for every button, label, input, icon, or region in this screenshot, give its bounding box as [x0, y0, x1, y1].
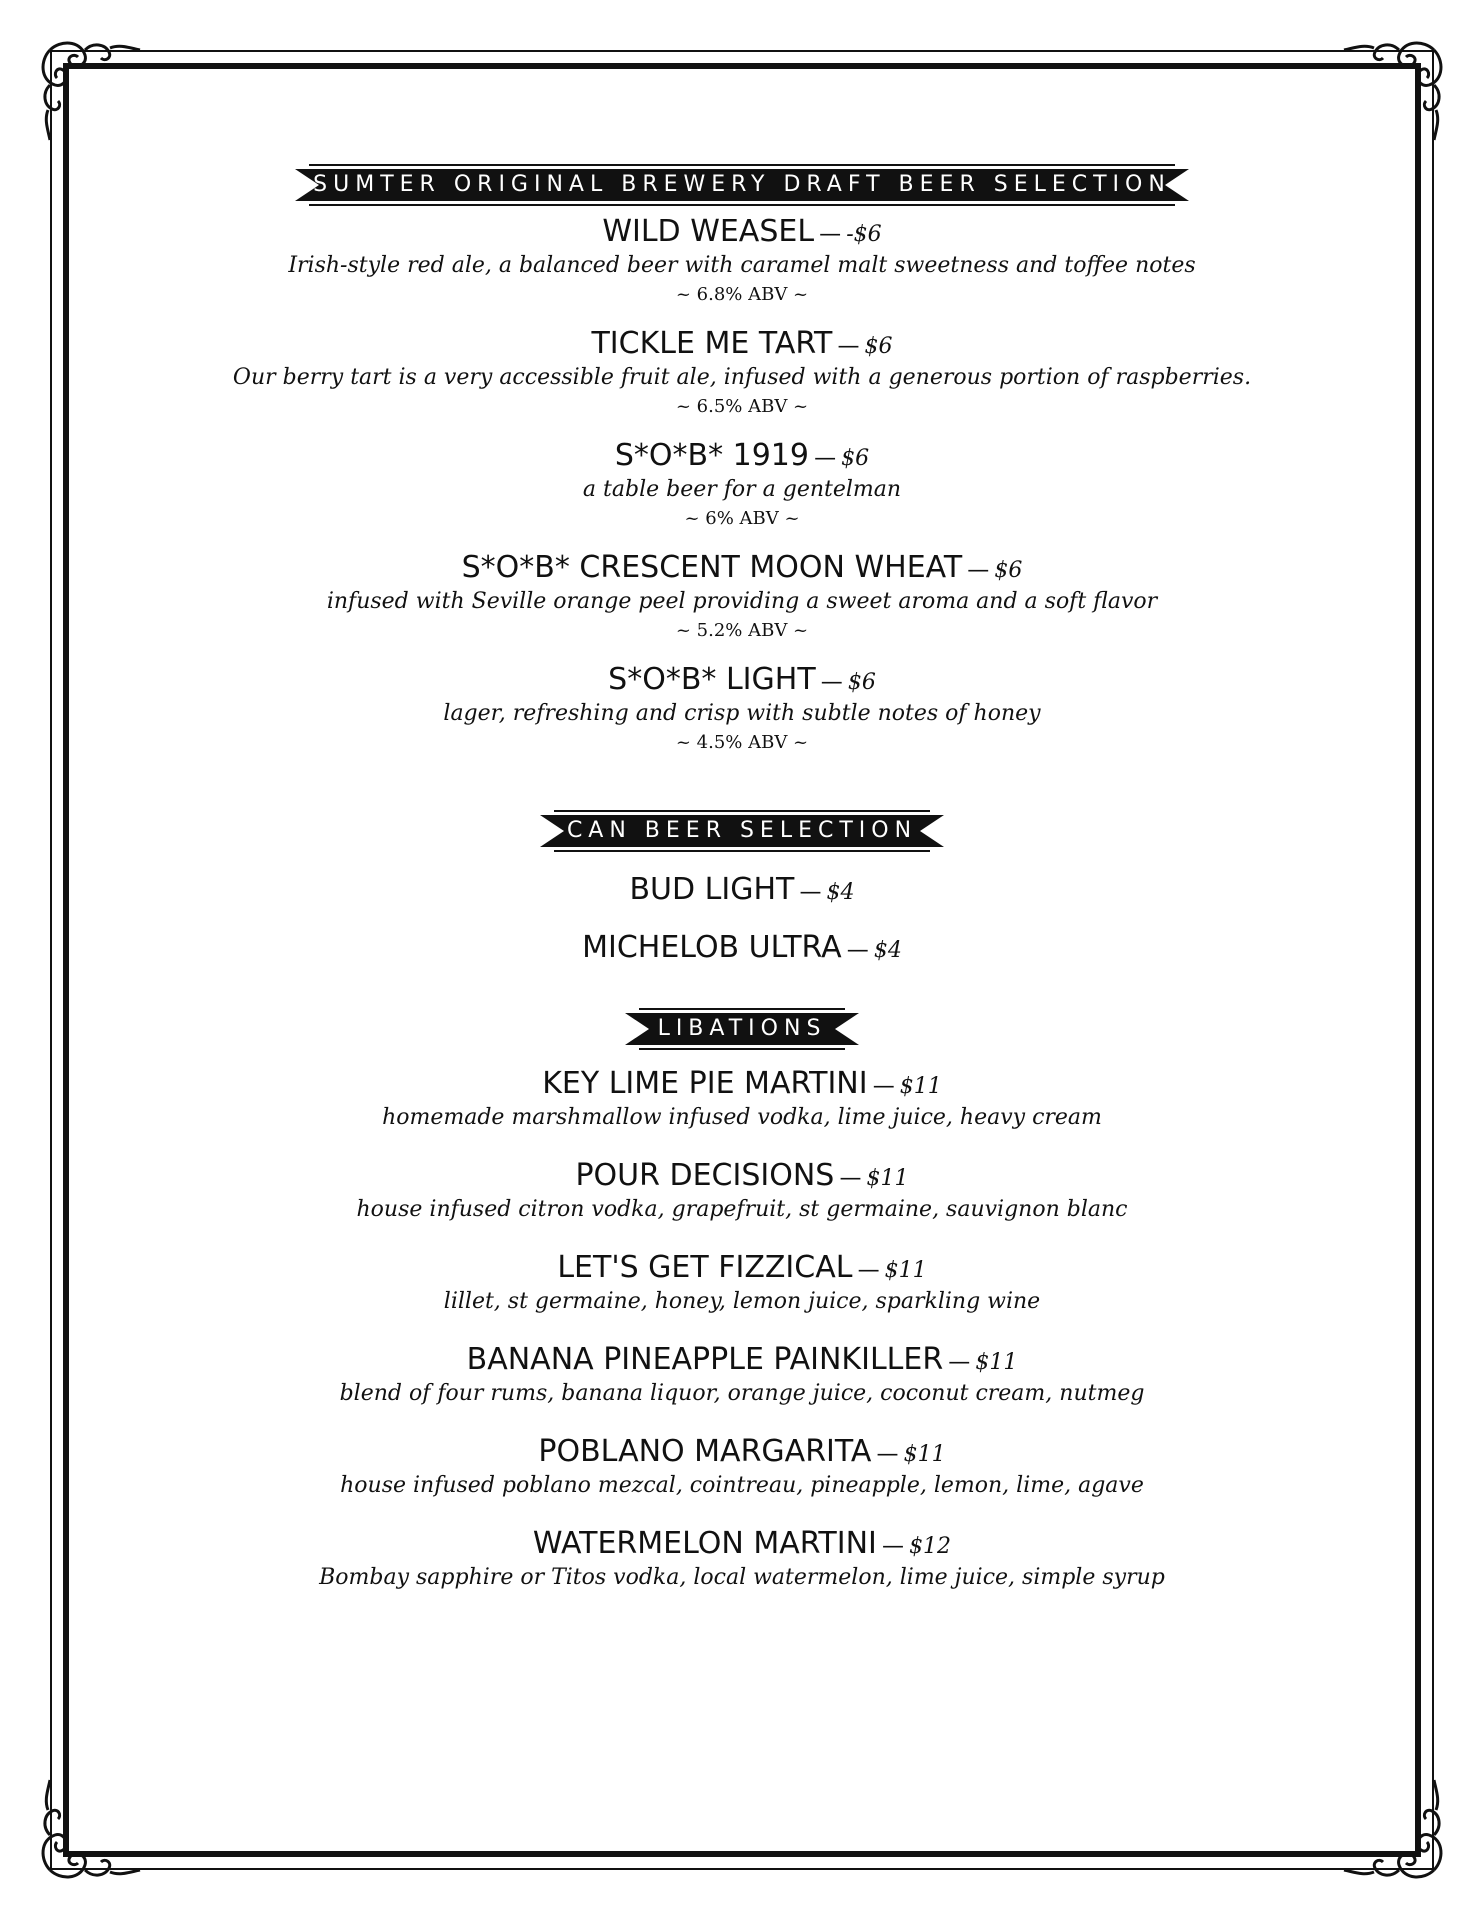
item-name: TICKLE ME TART	[591, 326, 833, 361]
item-description: house infused poblano mezcal, cointreau, pineapple, lemon, lime, agave	[340, 1473, 1144, 1498]
item-abv: ~ 4.5% ABV ~	[675, 732, 809, 753]
item-name: S*O*B* LIGHT	[608, 662, 816, 697]
item-price: $6	[864, 334, 893, 359]
menu-item	[69, 871, 1415, 909]
section-title-can: CAN BEER SELECTION	[566, 818, 918, 843]
item-abv: ~ 6.5% ABV ~	[675, 396, 809, 417]
menu-item	[69, 1157, 1415, 1225]
item-price: $6	[841, 446, 870, 471]
scroll-flourish-icon	[1314, 1750, 1454, 1890]
item-description: Bombay sapphire or Titos vodka, local watermelon, lime juice, simple syrup	[319, 1565, 1165, 1590]
item-price: -$6	[846, 222, 882, 247]
item-name: WILD WEASEL	[602, 214, 815, 249]
section-banner-libations	[69, 1007, 1415, 1051]
item-description: Irish-style red ale, a balanced beer with caramel malt sweetness and toffee notes	[288, 253, 1196, 278]
item-name: WATERMELON MARTINI	[532, 1526, 877, 1561]
item-name: LET'S GET FIZZICAL	[557, 1250, 853, 1285]
menu-item	[69, 1525, 1415, 1593]
libations-list	[69, 1065, 1415, 1593]
menu-item	[69, 929, 1415, 967]
item-dash: —	[967, 558, 990, 583]
menu-item	[69, 437, 1415, 533]
menu-item	[69, 661, 1415, 757]
menu-item	[69, 325, 1415, 421]
item-description: infused with Seville orange peel providing a sweet aroma and a soft flavor	[326, 589, 1158, 614]
item-description: lager, refreshing and crisp with subtle notes of honey	[443, 701, 1041, 726]
item-name: POUR DECISIONS	[575, 1158, 835, 1193]
menu-item	[69, 1433, 1415, 1501]
item-description: blend of four rums, banana liquor, orange juice, coconut cream, nutmeg	[339, 1381, 1145, 1406]
item-price: $12	[909, 1534, 952, 1559]
item-dash: —	[857, 1258, 880, 1283]
menu-item	[69, 1341, 1415, 1409]
item-abv: ~ 5.2% ABV ~	[675, 620, 809, 641]
menu-item	[69, 1249, 1415, 1317]
section-title-libations: LIBATIONS	[657, 1016, 827, 1041]
item-abv: ~ 6% ABV ~	[684, 508, 800, 529]
item-description: a table beer for a gentelman	[582, 477, 902, 502]
menu-item	[69, 549, 1415, 645]
item-dash: —	[820, 670, 843, 695]
menu-item	[69, 213, 1415, 309]
section-banner-draft	[69, 163, 1415, 207]
section-title-draft: SUMTER ORIGINAL BREWERY DRAFT BEER SELECTION	[313, 172, 1171, 197]
item-dash: —	[872, 1074, 895, 1099]
item-name: POBLANO MARGARITA	[538, 1434, 872, 1469]
item-dash: —	[876, 1442, 899, 1467]
item-name: BANANA PINEAPPLE PAINKILLER	[466, 1342, 944, 1377]
item-dash: —	[948, 1350, 971, 1375]
can-list	[69, 871, 1415, 967]
scroll-flourish-icon	[30, 1750, 170, 1890]
menu-item	[69, 1065, 1415, 1133]
item-price: $11	[866, 1166, 909, 1191]
item-dash: —	[839, 1166, 862, 1191]
item-dash: —	[799, 880, 822, 905]
item-description: house infused citron vodka, grapefruit, st germaine, sauvignon blanc	[356, 1197, 1128, 1222]
item-description: Our berry tart is a very accessible fruit ale, infused with a generous portion of raspberries.	[232, 365, 1252, 390]
item-description: lillet, st germaine, honey, lemon juice, sparkling wine	[443, 1289, 1041, 1314]
item-price: $4	[873, 938, 902, 963]
draft-list	[69, 213, 1415, 757]
item-name: S*O*B* CRESCENT MOON WHEAT	[461, 550, 963, 585]
item-dash: —	[881, 1534, 904, 1559]
section-banner-can	[69, 809, 1415, 853]
item-price: $11	[884, 1258, 927, 1283]
item-dash: —	[814, 446, 837, 471]
item-name: S*O*B* 1919	[614, 438, 809, 473]
item-dash: —	[819, 222, 842, 247]
item-price: $4	[826, 880, 855, 905]
item-name: KEY LIME PIE MARTINI	[542, 1066, 868, 1101]
item-name: BUD LIGHT	[629, 872, 795, 907]
item-price: $11	[899, 1074, 942, 1099]
menu-content	[69, 69, 1415, 1617]
item-dash: —	[846, 938, 869, 963]
item-dash: —	[837, 334, 860, 359]
item-price: $11	[975, 1350, 1018, 1375]
item-price: $6	[847, 670, 876, 695]
item-abv: ~ 6.8% ABV ~	[675, 284, 809, 305]
item-description: homemade marshmallow infused vodka, lime juice, heavy cream	[382, 1105, 1102, 1130]
item-price: $11	[903, 1442, 946, 1467]
item-price: $6	[994, 558, 1023, 583]
item-name: MICHELOB ULTRA	[582, 930, 842, 965]
